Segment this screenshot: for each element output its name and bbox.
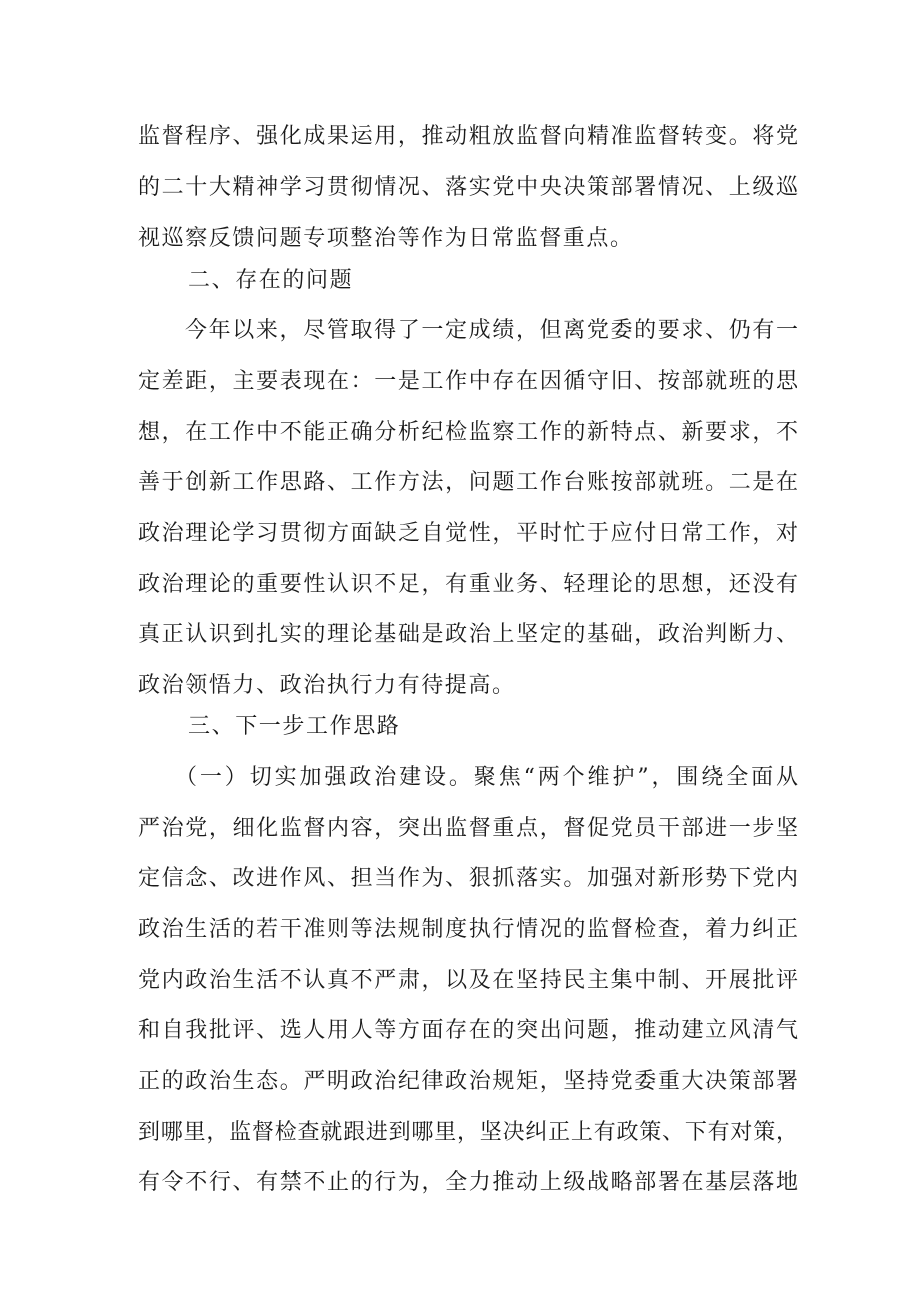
text-line: 定差距，主要表现在：一是工作中存在因循守旧、按部就班的思 bbox=[138, 369, 798, 394]
paragraph-first-line: 今年以来，尽管取得了一定成绩，但离党委的要求、仍有一 bbox=[185, 318, 798, 343]
text-line: 政治领悟力、政治执行力有待提高。 bbox=[138, 673, 516, 698]
text-line: 真正认识到扎实的理论基础是政治上坚定的基础，政治判断力、 bbox=[138, 622, 798, 647]
text-line: 善于创新工作思路、工作方法，问题工作台账按部就班。二是在 bbox=[138, 470, 798, 495]
text-line: 政治生活的若干准则等法规制度执行情况的监督检查，着力纠正 bbox=[138, 917, 798, 942]
text-line: 视巡察反馈问题专项整治等作为日常监督重点。 bbox=[138, 226, 634, 251]
paragraph-first-line: （一）切实加强政治建设。聚焦“两个维护”，围绕全面从 bbox=[175, 765, 798, 790]
section-heading: 三、下一步工作思路 bbox=[188, 714, 401, 739]
text-line: 的二十大精神学习贯彻情况、落实党中央决策部署情况、上级巡 bbox=[138, 175, 798, 200]
text-line: 党内政治生活不认真不严肃，以及在坚持民主集中制、开展批评 bbox=[138, 968, 798, 993]
text-line: 到哪里，监督检查就跟进到哪里，坚决纠正上有政策、下有对策， bbox=[138, 1120, 798, 1145]
text-line: 有令不行、有禁不止的行为，全力推动上级战略部署在基层落地 bbox=[138, 1170, 798, 1195]
text-line: 严治党，细化监督内容，突出监督重点，督促党员干部进一步坚 bbox=[138, 816, 798, 841]
text-line: 定信念、改进作风、担当作为、狠抓落实。加强对新形势下党内 bbox=[138, 866, 798, 891]
text-line: 政治理论学习贯彻方面缺乏自觉性，平时忙于应付日常工作，对 bbox=[138, 521, 798, 546]
text-line: 监督程序、强化成果运用，推动粗放监督向精准监督转变。将党 bbox=[138, 124, 798, 149]
text-line: 正的政治生态。严明政治纪律政治规矩，坚持党委重大决策部署 bbox=[138, 1069, 798, 1094]
text-line: 政治理论的重要性认识不足，有重业务、轻理论的思想，还没有 bbox=[138, 572, 798, 597]
text-line: 想，在工作中不能正确分析纪检监察工作的新特点、新要求，不 bbox=[138, 420, 798, 445]
text-line: 和自我批评、选人用人等方面存在的突出问题，推动建立风清气 bbox=[138, 1018, 798, 1043]
section-heading: 二、存在的问题 bbox=[188, 268, 354, 293]
